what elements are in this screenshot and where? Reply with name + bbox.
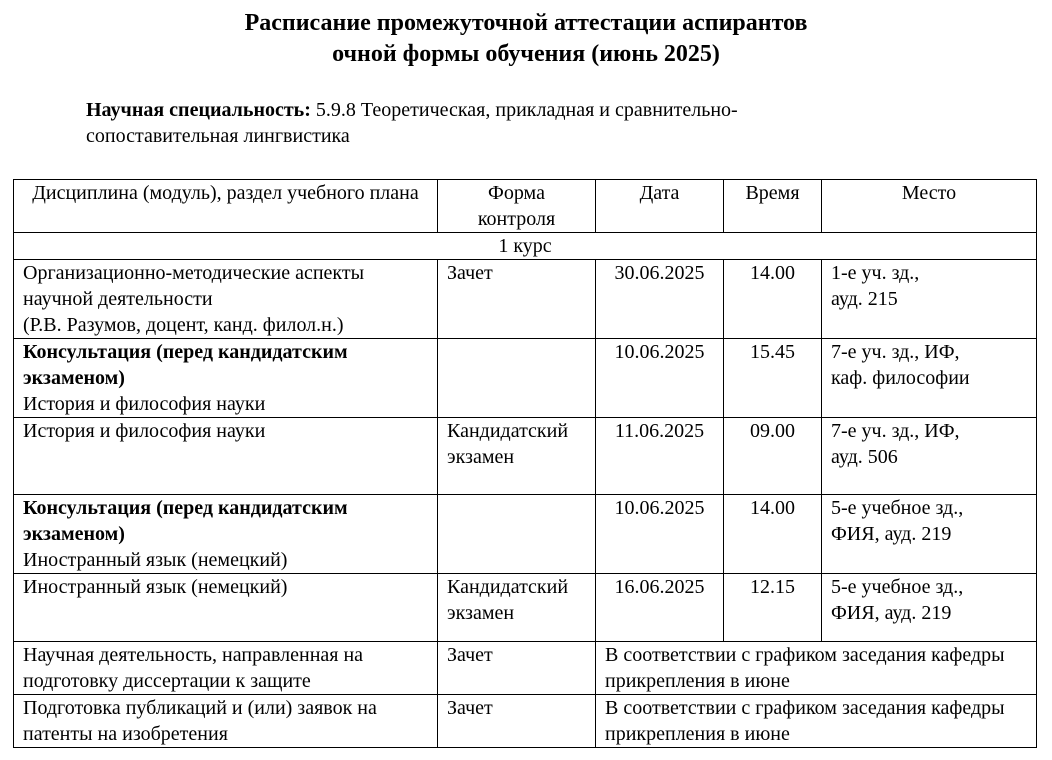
cell-place <box>822 574 1037 642</box>
page-title <box>0 8 1052 70</box>
cell-discipline: Научная деятельность, направленная на подготовку диссертации к защите <box>14 642 438 695</box>
discipline-text: Иностранный язык (немецкий) <box>23 549 288 571</box>
header-discipline: Дисциплина (модуль), раздел учебного плана <box>14 180 438 233</box>
cell-form <box>438 495 596 574</box>
table-row <box>14 418 1037 495</box>
specialty-block <box>86 97 986 149</box>
specialty-value: 5.9.8 Теоретическая, прикладная и сравнительно- <box>315 99 738 121</box>
cell-discipline <box>14 260 438 339</box>
cell-date: 16.06.2025 <box>596 574 724 642</box>
cell-form <box>438 339 596 418</box>
cell-form: Кандидатский экзамен <box>438 574 596 642</box>
place-room: ФИЯ, ауд. 219 <box>831 523 952 545</box>
header-form: Форма контроля <box>438 180 596 233</box>
place-room: каф. философии <box>831 367 970 389</box>
title-line-2: очной формы обучения (июнь 2025) <box>332 41 720 67</box>
cell-form: Зачет <box>438 695 596 748</box>
consultation-label: Консультация (перед кандидатским экзаменом) <box>23 341 348 389</box>
header-date: Дата <box>596 180 724 233</box>
cell-place <box>822 260 1037 339</box>
course-row <box>14 233 1037 260</box>
place-building: 5-е учебное зд., <box>831 576 964 598</box>
discipline-text: История и философия науки <box>23 420 266 442</box>
table-row <box>14 495 1037 574</box>
cell-discipline <box>14 574 438 642</box>
cell-place <box>822 339 1037 418</box>
place-building: 7-е уч. зд., ИФ, <box>831 420 960 442</box>
cell-place <box>822 495 1037 574</box>
cell-date: 11.06.2025 <box>596 418 724 495</box>
place-room: ФИЯ, ауд. 219 <box>831 602 952 624</box>
specialty-value-continued: сопоставительная лингвистика <box>86 125 350 147</box>
consultation-label: Консультация (перед кандидатским экзаменом) <box>23 497 348 545</box>
table-row <box>14 260 1037 339</box>
place-building: 7-е уч. зд., ИФ, <box>831 341 960 363</box>
table-row <box>14 642 1037 695</box>
title-line-1: Расписание промежуточной аттестации аспирантов <box>244 10 808 36</box>
cell-time: 14.00 <box>724 495 822 574</box>
discipline-text: Иностранный язык (немецкий) <box>23 576 288 598</box>
header-place: Место <box>822 180 1037 233</box>
place-room: ауд. 506 <box>831 446 898 468</box>
cell-date: 10.06.2025 <box>596 495 724 574</box>
cell-time: 15.45 <box>724 339 822 418</box>
cell-time: 09.00 <box>724 418 822 495</box>
cell-time: 14.00 <box>724 260 822 339</box>
cell-discipline <box>14 495 438 574</box>
table-row <box>14 574 1037 642</box>
course-label: 1 курс <box>14 233 1037 260</box>
cell-discipline <box>14 418 438 495</box>
cell-time: 12.15 <box>724 574 822 642</box>
table-header-row <box>14 180 1037 233</box>
cell-discipline <box>14 339 438 418</box>
cell-schedule-note: В соответствии с графиком заседания кафедры прикрепления в июне <box>596 695 1037 748</box>
cell-form: Зачет <box>438 642 596 695</box>
discipline-teacher: (Р.В. Разумов, доцент, канд. филол.н.) <box>23 314 344 336</box>
cell-form: Зачет <box>438 260 596 339</box>
schedule-table <box>13 179 1037 748</box>
cell-place <box>822 418 1037 495</box>
cell-date: 10.06.2025 <box>596 339 724 418</box>
cell-form: Кандидатский экзамен <box>438 418 596 495</box>
table-row <box>14 339 1037 418</box>
place-building: 1-е уч. зд., <box>831 262 920 284</box>
discipline-text: История и философия науки <box>23 393 266 415</box>
cell-schedule-note: В соответствии с графиком заседания кафедры прикрепления в июне <box>596 642 1037 695</box>
cell-date: 30.06.2025 <box>596 260 724 339</box>
place-room: ауд. 215 <box>831 288 898 310</box>
header-time: Время <box>724 180 822 233</box>
specialty-label: Научная специальность: <box>86 99 311 121</box>
place-building: 5-е учебное зд., <box>831 497 964 519</box>
table-row <box>14 695 1037 748</box>
cell-discipline: Подготовка публикаций и (или) заявок на патенты на изобретения <box>14 695 438 748</box>
discipline-text: Организационно-методические аспекты научной деятельности <box>23 262 365 310</box>
